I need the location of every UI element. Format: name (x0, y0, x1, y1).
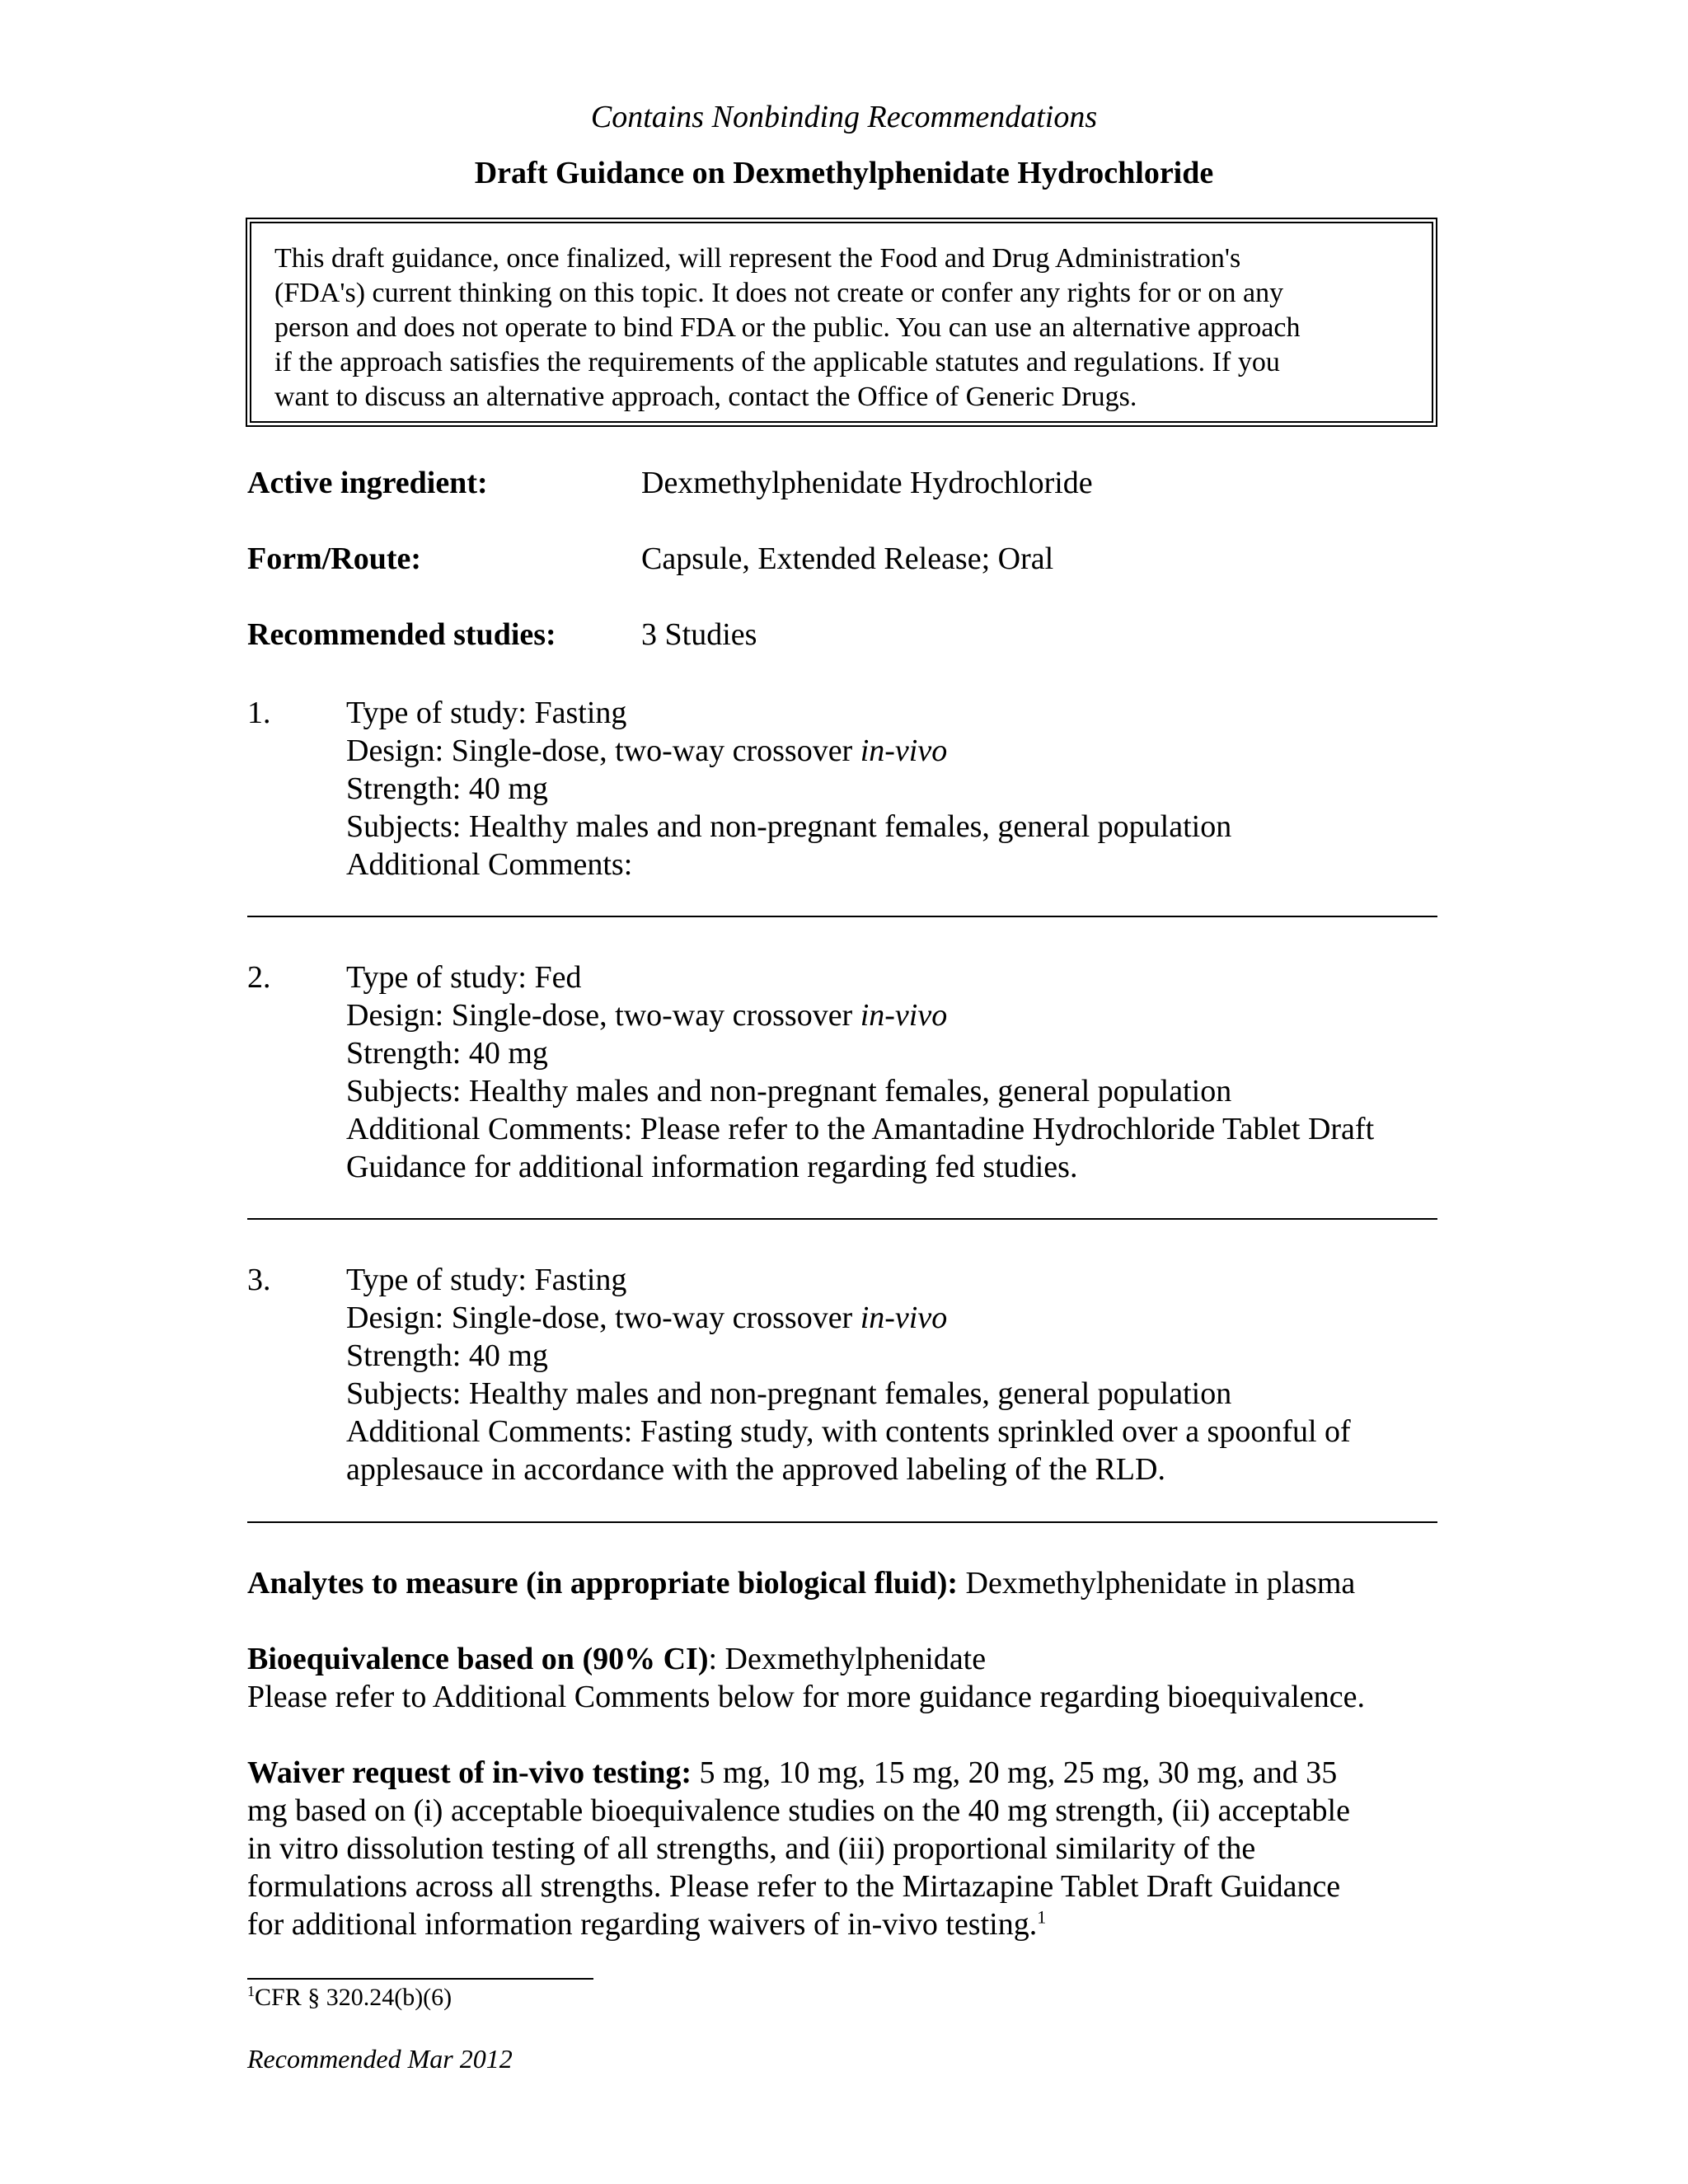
waiver-label: Waiver request of in-vivo testing: (247, 1755, 692, 1790)
study-details (346, 694, 1442, 883)
recommended-studies-value: 3 Studies (641, 617, 757, 652)
analytes-label: Analytes to measure (in appropriate biological fluid): (247, 1566, 959, 1601)
study-comments: Additional Comments: (346, 847, 633, 882)
disclaimer-line: want to discuss an alternative approach, contact the Office of Generic Drugs. (274, 382, 1137, 412)
waiver-text: for additional information regarding waivers of in-vivo testing. (247, 1907, 1038, 1942)
active-ingredient-label: Active ingredient: (247, 466, 488, 500)
footnote-divider (247, 1978, 593, 1980)
bioequivalence-paragraph (247, 1640, 1442, 1716)
disclaimer-line: if the approach satisfies the requirements of the applicable statutes and regulations. If you (274, 347, 1280, 377)
study-design-text: Design: Single-dose, two-way crossover (346, 998, 860, 1033)
study-design-text: Design: Single-dose, two-way crossover (346, 733, 860, 768)
study-type: Type of study: Fed (346, 960, 582, 995)
study-design-italic: in-vivo (860, 1301, 948, 1335)
analytes-paragraph (247, 1564, 1442, 1602)
section-divider (247, 1521, 1437, 1523)
study-strength: Strength: 40 mg (346, 1036, 548, 1071)
nonbinding-header: Contains Nonbinding Recommendations (590, 100, 1098, 134)
waiver-paragraph (247, 1754, 1442, 1943)
footnote-marker: 1 (247, 1983, 255, 1999)
study-design (346, 732, 1442, 770)
bioequivalence-value: : Dexmethylphenidate (708, 1642, 987, 1676)
footnote-reference[interactable]: 1 (1037, 1906, 1047, 1928)
form-route-value: Capsule, Extended Release; Oral (641, 541, 1054, 576)
bioequivalence-note: Please refer to Additional Comments below for more guidance regarding bioequivalence. (247, 1680, 1365, 1714)
study-number: 3. (247, 1263, 271, 1297)
waiver-text: in vitro dissolution testing of all strengths, and (iii) proportional similarity of the (247, 1831, 1256, 1866)
recommended-date: Recommended Mar 2012 (247, 2044, 513, 2074)
study-design-text: Design: Single-dose, two-way crossover (346, 1301, 860, 1335)
document-title: Draft Guidance on Dexmethylphenidate Hydrochloride (474, 156, 1214, 190)
footnote (247, 1981, 452, 2014)
footnote-text: CFR § 320.24(b)(6) (255, 1984, 452, 2011)
study-subjects: Subjects: Healthy males and non-pregnant females, general population (346, 809, 1232, 844)
study-design (346, 996, 1442, 1034)
active-ingredient-value: Dexmethylphenidate Hydrochloride (641, 466, 1093, 500)
form-route-label: Form/Route: (247, 541, 422, 576)
disclaimer-line: person and does not operate to bind FDA or the public. You can use an alternative approach (274, 312, 1301, 343)
waiver-text: formulations across all strengths. Please refer to the Mirtazapine Tablet Draft Guidance (247, 1869, 1341, 1904)
study-subjects: Subjects: Healthy males and non-pregnant females, general population (346, 1074, 1232, 1108)
study-type: Type of study: Fasting (346, 696, 627, 730)
study-number: 2. (247, 960, 271, 995)
disclaimer-line: (FDA's) current thinking on this topic. It does not create or confer any rights for or on any (274, 278, 1284, 308)
recommended-studies-label: Recommended studies: (247, 617, 556, 652)
study-details (346, 958, 1442, 1186)
disclaimer-line: This draft guidance, once finalized, will represent the Food and Drug Administration's (274, 243, 1241, 274)
study-comments: Additional Comments: Fasting study, with contents sprinkled over a spoonful of (346, 1414, 1351, 1449)
waiver-text: 5 mg, 10 mg, 15 mg, 20 mg, 25 mg, 30 mg, and 35 (692, 1755, 1338, 1790)
analytes-value: Dexmethylphenidate in plasma (958, 1566, 1356, 1601)
section-divider (247, 916, 1437, 917)
study-design (346, 1299, 1442, 1337)
study-comments: Additional Comments: Please refer to the Amantadine Hydrochloride Tablet Draft (346, 1112, 1375, 1146)
study-design-italic: in-vivo (860, 733, 948, 768)
study-subjects: Subjects: Healthy males and non-pregnant females, general population (346, 1376, 1232, 1411)
bioequivalence-label: Bioequivalence based on (90% CI) (247, 1642, 709, 1676)
study-comments-continued: applesauce in accordance with the approved labeling of the RLD. (346, 1452, 1165, 1487)
study-design-italic: in-vivo (860, 998, 948, 1033)
study-type: Type of study: Fasting (346, 1263, 627, 1297)
study-details (346, 1261, 1442, 1488)
study-strength: Strength: 40 mg (346, 771, 548, 806)
study-comments-continued: Guidance for additional information regarding fed studies. (346, 1150, 1078, 1184)
study-number: 1. (247, 696, 271, 730)
section-divider (247, 1218, 1437, 1220)
waiver-text: mg based on (i) acceptable bioequivalence studies on the 40 mg strength, (ii) acceptable (247, 1793, 1350, 1828)
disclaimer-box (246, 218, 1437, 427)
disclaimer-text (274, 241, 1409, 415)
study-strength: Strength: 40 mg (346, 1338, 548, 1373)
